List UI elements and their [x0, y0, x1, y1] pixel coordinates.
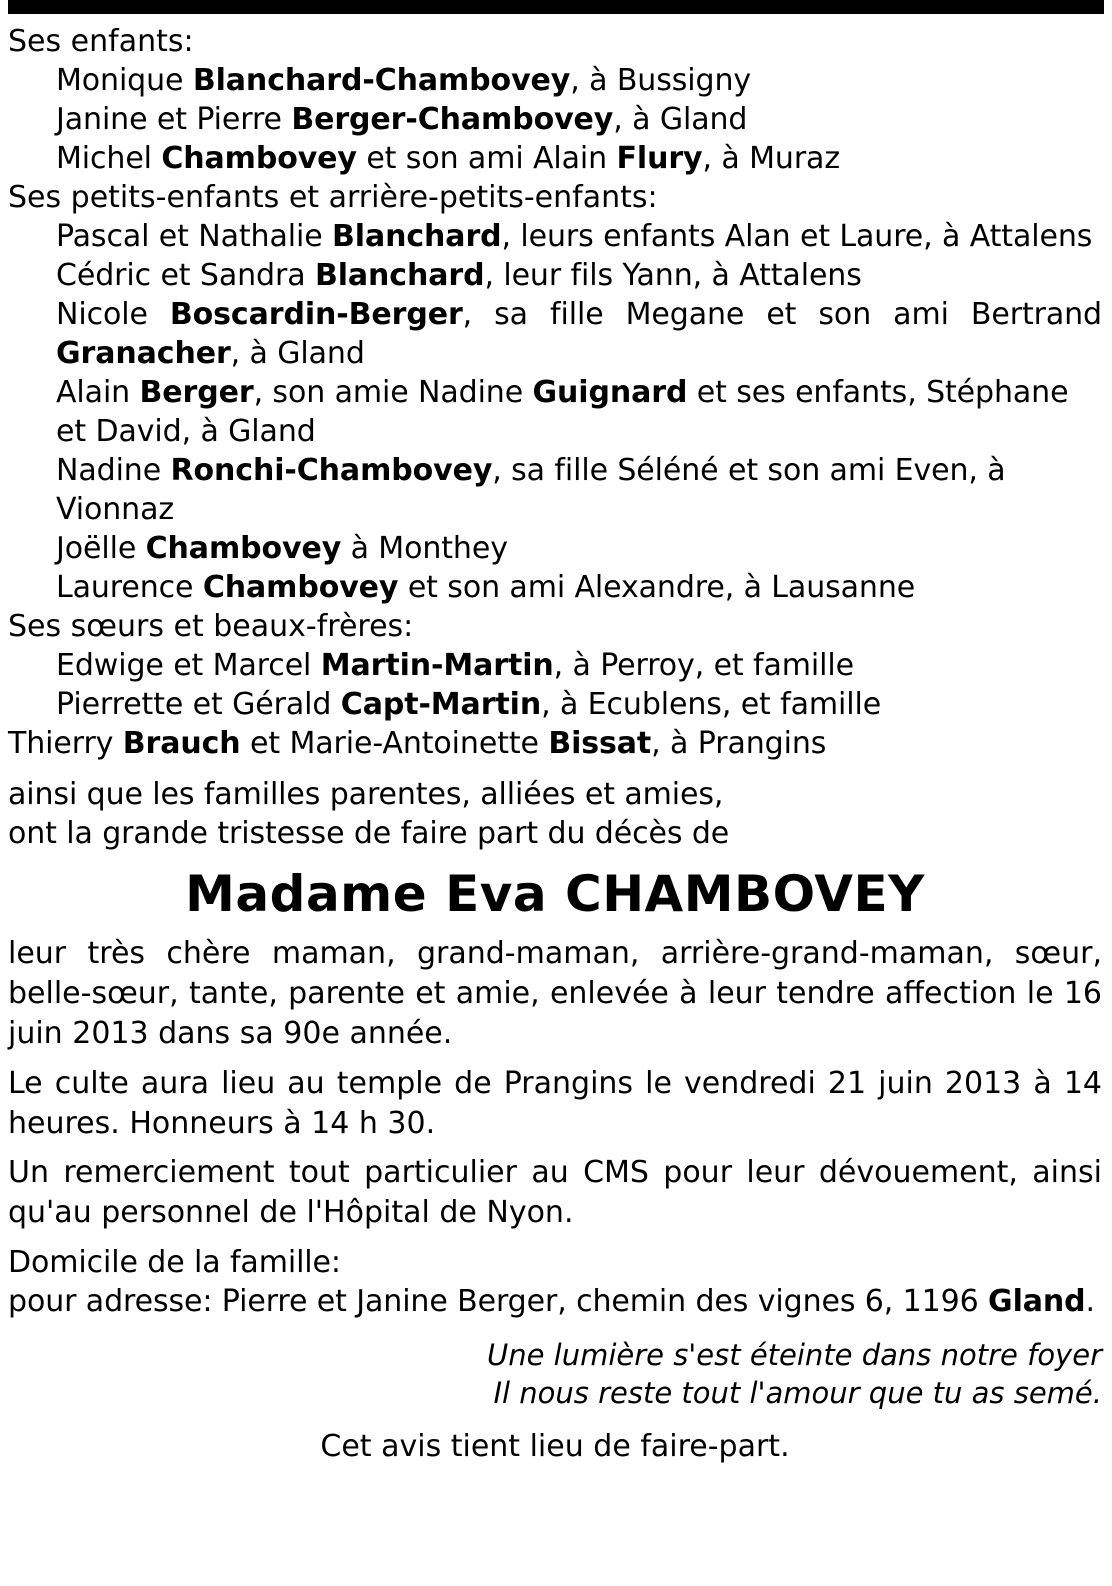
entry-middle: et son ami Alain	[356, 141, 617, 176]
deceased-name: Madame Eva CHAMBOVEY	[185, 865, 925, 923]
entry-middle: et Marie-Antoinette	[240, 726, 549, 761]
entry-prefix: Pierrette et Gérald	[56, 687, 341, 722]
entry-suffix: , à Muraz	[702, 141, 840, 176]
entry-surname: Blanchard	[332, 219, 502, 254]
quote-line-2: Il nous reste tout l'amour que tu as semé.	[493, 1375, 1102, 1410]
list-item	[8, 568, 1102, 607]
entry-prefix: Laurence	[56, 570, 203, 605]
entry-prefix: Michel	[56, 141, 162, 176]
entry-middle: , sa fille Megane et son ami Bertrand	[462, 297, 1102, 332]
entry-prefix: Thierry	[8, 726, 123, 761]
entry-suffix: et son ami Alexandre, à Lausanne	[398, 570, 916, 605]
entry-surname: Chambovey	[161, 141, 357, 176]
entry-surname: Blanchard-Chambovey	[192, 63, 571, 98]
list-item	[8, 61, 1102, 100]
list-item	[8, 451, 1102, 529]
entry-surname: Capt-Martin	[340, 687, 542, 722]
entry-suffix: , à Prangins	[651, 726, 827, 761]
entry-prefix: Nicole	[56, 297, 170, 332]
entry-prefix: Nadine	[56, 453, 171, 488]
list-item	[8, 529, 1102, 568]
paragraph-relation: leur très chère maman, grand-maman, arrière-grand-maman, sœur, belle-sœur, tante, parente et amie, enlevée à leur tendre affection le 16 juin 2013 dans sa 90e année.	[8, 936, 1102, 1051]
list-item	[8, 295, 1102, 373]
entry-prefix: Alain	[56, 375, 140, 410]
address-line	[8, 1282, 1102, 1321]
top-rule-divider	[8, 0, 1104, 14]
entry-surname-2: Flury	[616, 141, 703, 176]
entry-surname: Blanchard	[314, 258, 485, 293]
list-item	[8, 256, 1102, 295]
quote-line-1: Une lumière s'est éteinte dans notre foyer	[486, 1338, 1102, 1373]
entry-surname: Boscardin-Berger	[169, 297, 463, 332]
intro-line-announcement: ont la grande tristesse de faire part du décès de	[8, 816, 730, 851]
paragraph-service: Le culte aura lieu au temple de Prangins le vendredi 21 juin 2013 à 14 heures. Honneurs à 14 h 30.	[8, 1065, 1102, 1141]
address-suffix: .	[1085, 1284, 1095, 1320]
entry-surname: Chambovey	[202, 570, 399, 605]
paragraph-thanks: Un remerciement tout particulier au CMS pour leur dévouement, ainsi qu'au personnel de l'Hôpital de Nyon.	[8, 1155, 1102, 1231]
entry-surname: Brauch	[122, 726, 241, 761]
list-item	[8, 646, 1102, 685]
entry-surname: Ronchi-Chambovey	[170, 453, 493, 488]
entry-suffix: à Monthey	[341, 531, 508, 566]
entry-prefix: Monique	[56, 63, 193, 98]
entry-prefix: Joëlle	[56, 531, 146, 566]
section-heading-children: Ses enfants:	[8, 24, 194, 59]
list-item	[8, 373, 1102, 451]
list-item	[8, 100, 1102, 139]
section-heading-grandchildren: Ses petits-enfants et arrière-petits-enfants:	[8, 180, 658, 215]
entry-surname-2: Granacher	[56, 336, 231, 371]
entry-suffix: , sa fille Séléné et son ami Even, à Vionnaz	[56, 453, 1006, 527]
closing-statement: Cet avis tient lieu de faire-part.	[320, 1428, 790, 1464]
entry-suffix: , à Bussigny	[570, 63, 752, 98]
address-city: Gland	[988, 1284, 1086, 1320]
list-item	[8, 685, 1102, 724]
entry-surname: Berger-Chambovey	[291, 102, 614, 137]
entry-prefix: Pascal et Nathalie	[56, 219, 333, 254]
entry-surname-2: Bissat	[548, 726, 652, 761]
entry-surname-2: Guignard	[532, 375, 688, 410]
entry-suffix: , leur fils Yann, à Attalens	[484, 258, 862, 293]
entry-suffix: , à Perroy, et famille	[553, 648, 854, 683]
section-heading-siblings: Ses sœurs et beaux-frères:	[8, 609, 414, 644]
entry-surname: Martin-Martin	[320, 648, 554, 683]
entry-prefix: Edwige et Marcel	[56, 648, 321, 683]
entry-surname: Berger	[139, 375, 254, 410]
entry-prefix: Janine et Pierre	[56, 102, 292, 137]
intro-line-families: ainsi que les familles parentes, alliées et amies,	[8, 777, 724, 812]
entry-surname: Chambovey	[145, 531, 342, 566]
list-item-extra	[8, 724, 1102, 763]
entry-suffix: , à Gland	[613, 102, 748, 137]
entry-middle: , son amie Nadine	[253, 375, 533, 410]
entry-suffix: et ses enfants, Stéphane et David, à Gland	[56, 375, 1069, 449]
entry-prefix: Cédric et Sandra	[56, 258, 315, 293]
address-prefix: pour adresse: Pierre et Janine Berger, chemin des vignes 6, 1196	[8, 1284, 989, 1320]
entry-suffix: , à Gland	[230, 336, 365, 371]
list-item	[8, 217, 1102, 256]
entry-suffix: , à Ecublens, et famille	[541, 687, 882, 722]
entry-suffix: , leurs enfants Alan et Laure, à Attalens	[501, 219, 1093, 254]
address-label: Domicile de la famille:	[8, 1245, 341, 1281]
list-item	[8, 139, 1102, 178]
